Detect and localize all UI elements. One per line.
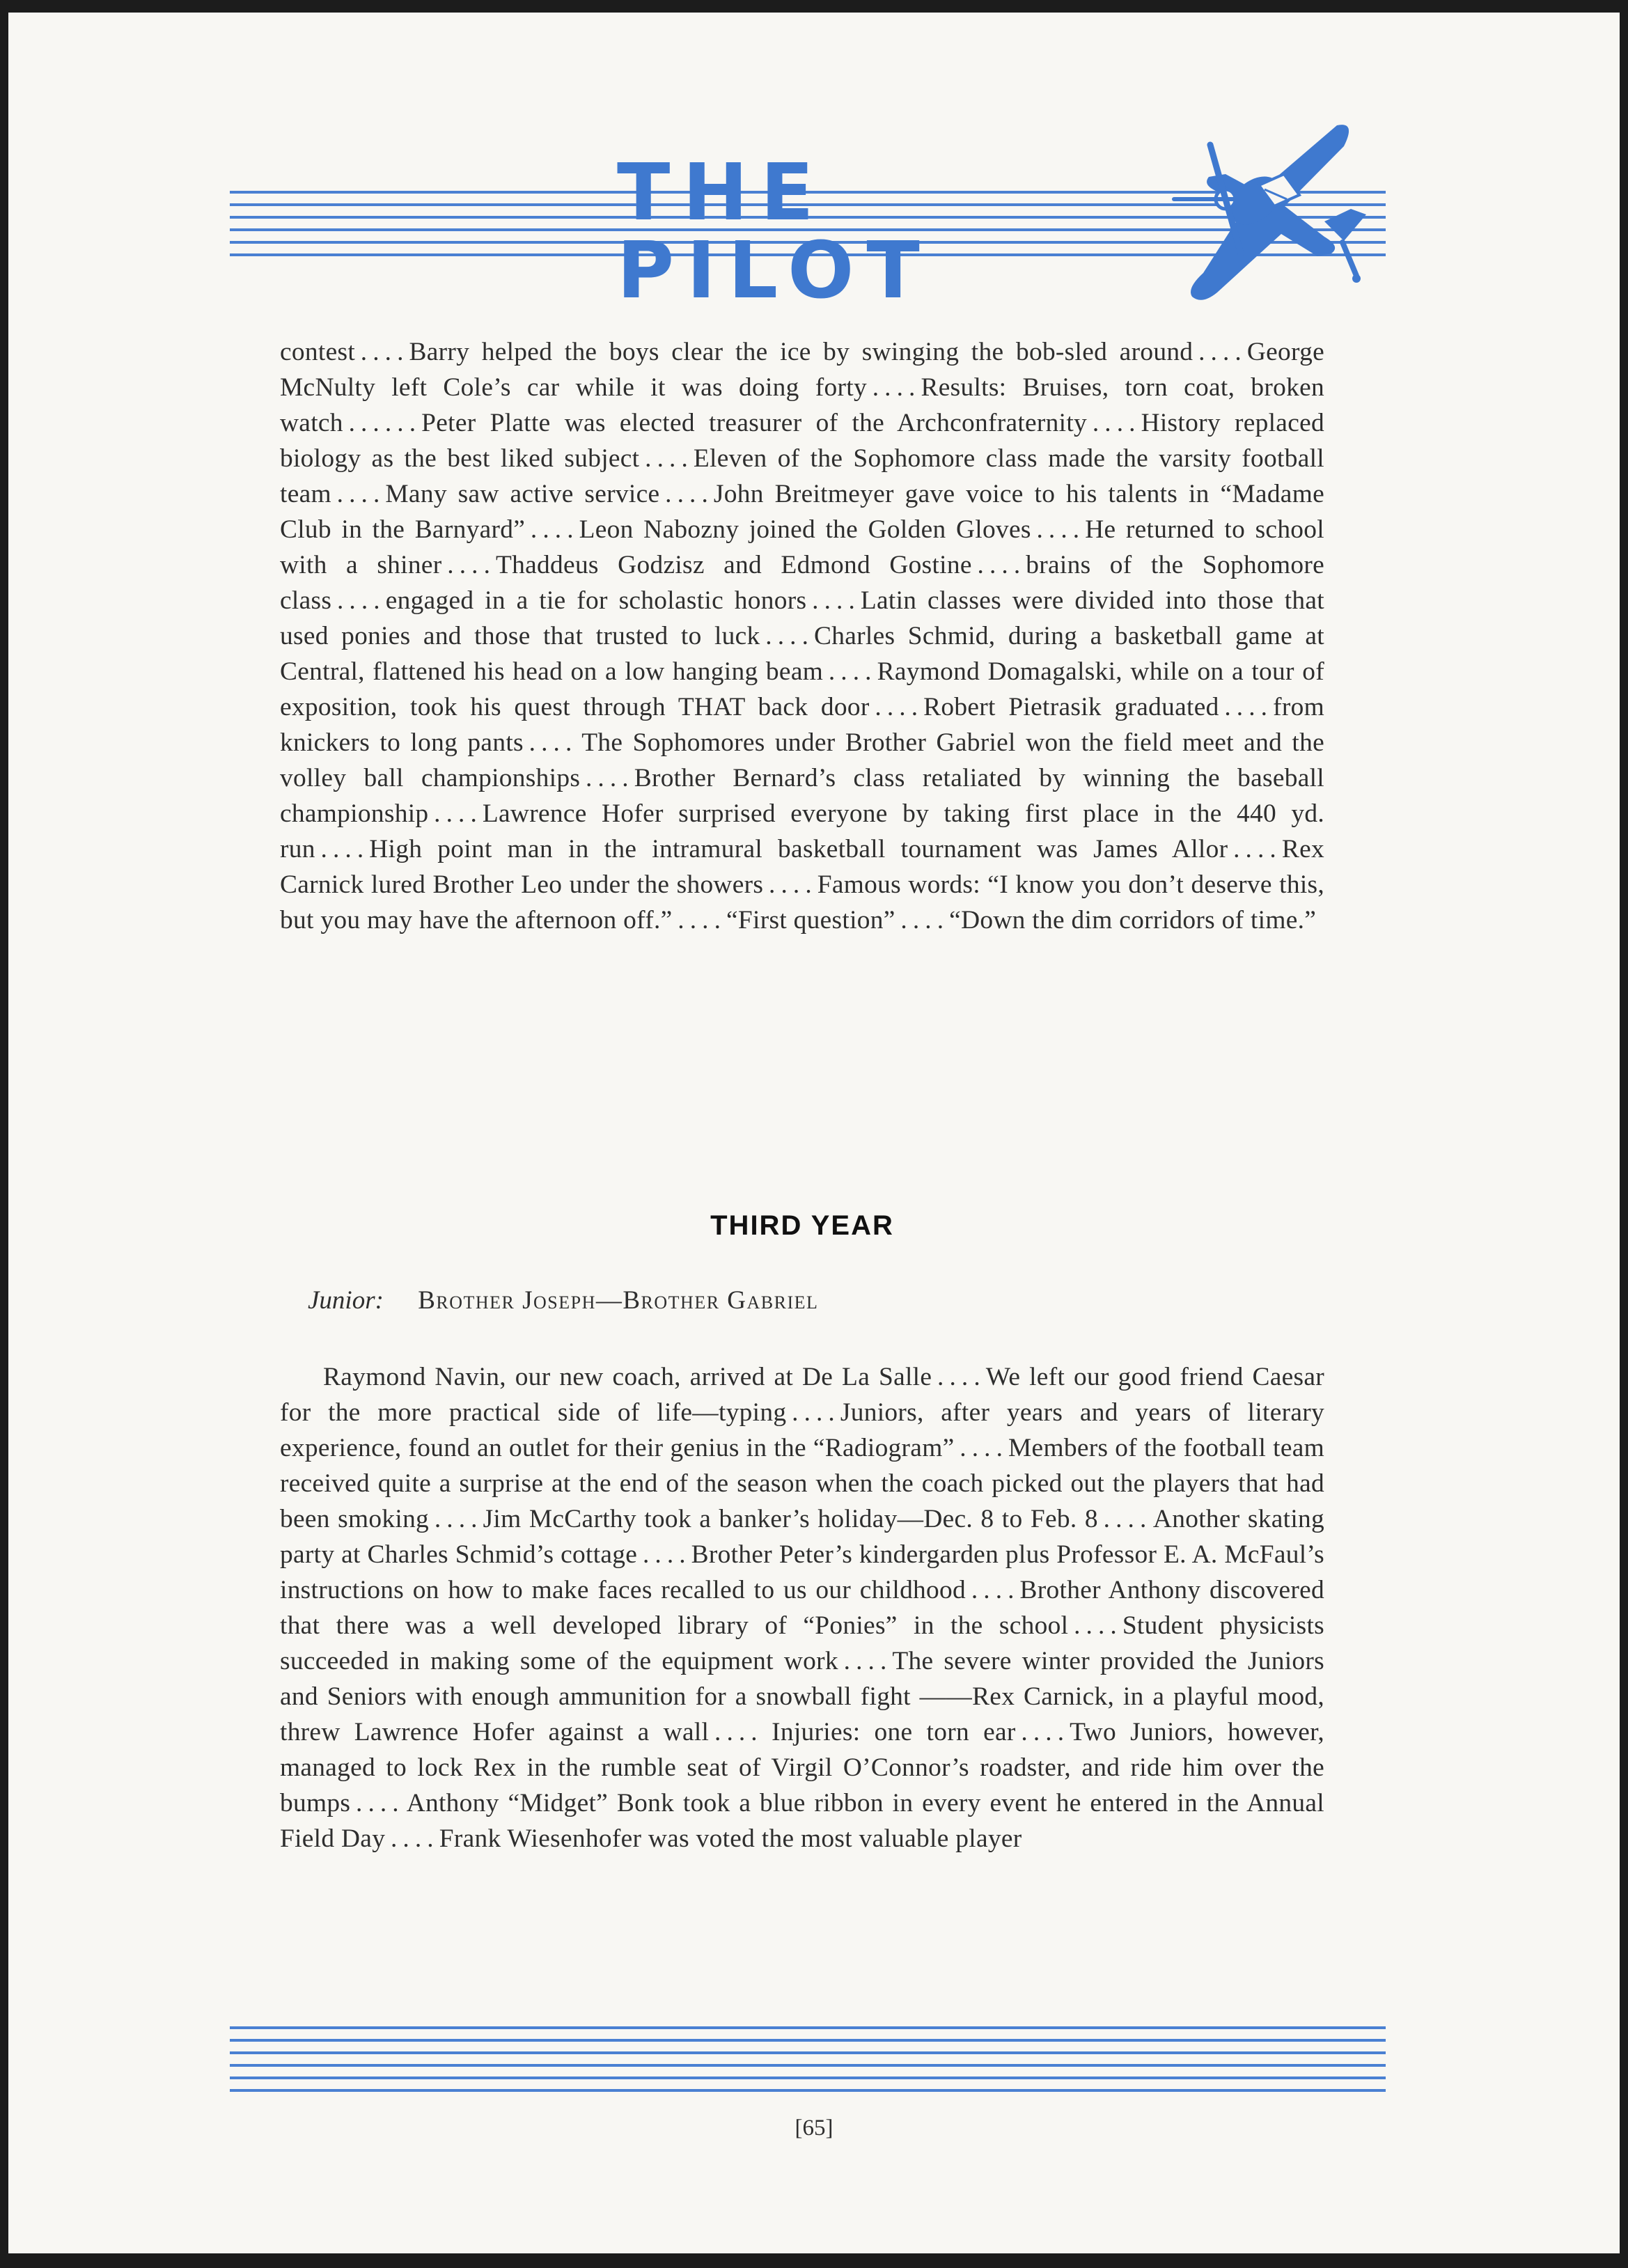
sophomore-paragraph: contest . . . . Barry helped the boys clear the ice by swinging the bob-sled around . . . . George McNulty left Cole’s car while it was doing forty . . . . Results: Bruises, torn coat, broken watch . . . . . . Peter Platte was elected treasurer of the Archconfraternity . . . . History replaced biology as the best liked subject . . . . Eleven of the Sophomore class made the varsity football team . . . . Many saw active service . . . . John Breitmeyer gave voice to his talents in “Madame Club in the Barnyard” . . . . Leon Nabozny joined the Golden Gloves . . . . He returned to school with a shiner . . . . Thaddeus Godzisz and Edmond Gostine . . . . brains of the Sophomore class . . . . engaged in a tie for scholastic honors . . . . Latin classes were divided into those that used ponies and those that trusted to luck . . . . Charles Schmid, during a basketball game at Central, flattened his head on a low hanging beam . . . . Raymond Domagalski, while on a tour of exposition, took his quest through THAT back door . . . . Robert Pietrasik graduated . . . . from knickers to long pants . . . . The Sophomores under Brother Gabriel won the field meet and the volley ball championships . . . . Brother Bernard’s class retaliated by winning the baseball championship . . . . Lawrence Hofer surprised everyone by taking first place in the 440 yd. run . . . . High point man in the intramural basketball tournament was James Allor . . . . Rex Carnick lured Brother Leo under the showers . . . . Famous words: “I know you don’t deserve this, but you may have the afternoon off.” . . . . “First question” . . . . “Down the dim corridors of time.” [280,338,1324,934]
third-year-paragraph: Raymond Navin, our new coach, arrived at De La Salle . . . . We left our good friend Caesar for the more practical side of life—typing . . . . Juniors, after years and years of literary experience, found an outlet for their genius in the “Radiogram” . . . . Members of the football team received quite a surprise at the end of the season when the coach picked out the players that had been smoking . . . . Jim McCarthy took a banker’s holiday—Dec. 8 to Feb. 8 . . . . Another skating party at Charles Schmid’s cottage . . . . Brother Peter’s kindergarden plus Professor E. A. McFaul’s instructions on how to make faces recalled to us our childhood . . . . Brother Anthony discovered that there was a well developed library of “Ponies” in the school . . . . Student physicists succeeded in making some of the equipment work . . . . The severe winter provided the Juniors and Seniors with enough ammunition for a snowball fight ——Rex Carnick, in a playful mood, threw Lawrence Hofer against a wall . . . . Injuries: one torn ear . . . . Two Juniors, however, managed to lock Rex in the rumble seat of Virgil O’Connor’s roadster, and ride him over the bumps . . . . Anthony “Midget” Bonk took a blue ribbon in every event he entered in the Annual Field Day . . . . Frank Wiesenhofer was voted the most valuable player [280,1363,1324,1853]
page [8,13,1620,2253]
sophomore-continuation-text [280,334,1324,938]
teachers-names: Brother Joseph—Brother Gabriel [418,1286,819,1315]
airplane-icon [1135,117,1386,312]
page-number: [65] [795,2116,833,2141]
class-label: Junior: [308,1286,384,1315]
class-teachers-line [308,1285,818,1315]
section-heading: THIRD YEAR [710,1210,894,1241]
footer-rules [230,2024,1386,2100]
publication-title: THE PILOT [617,194,1049,270]
third-year-text [280,1359,1324,1856]
page-header [230,117,1386,316]
